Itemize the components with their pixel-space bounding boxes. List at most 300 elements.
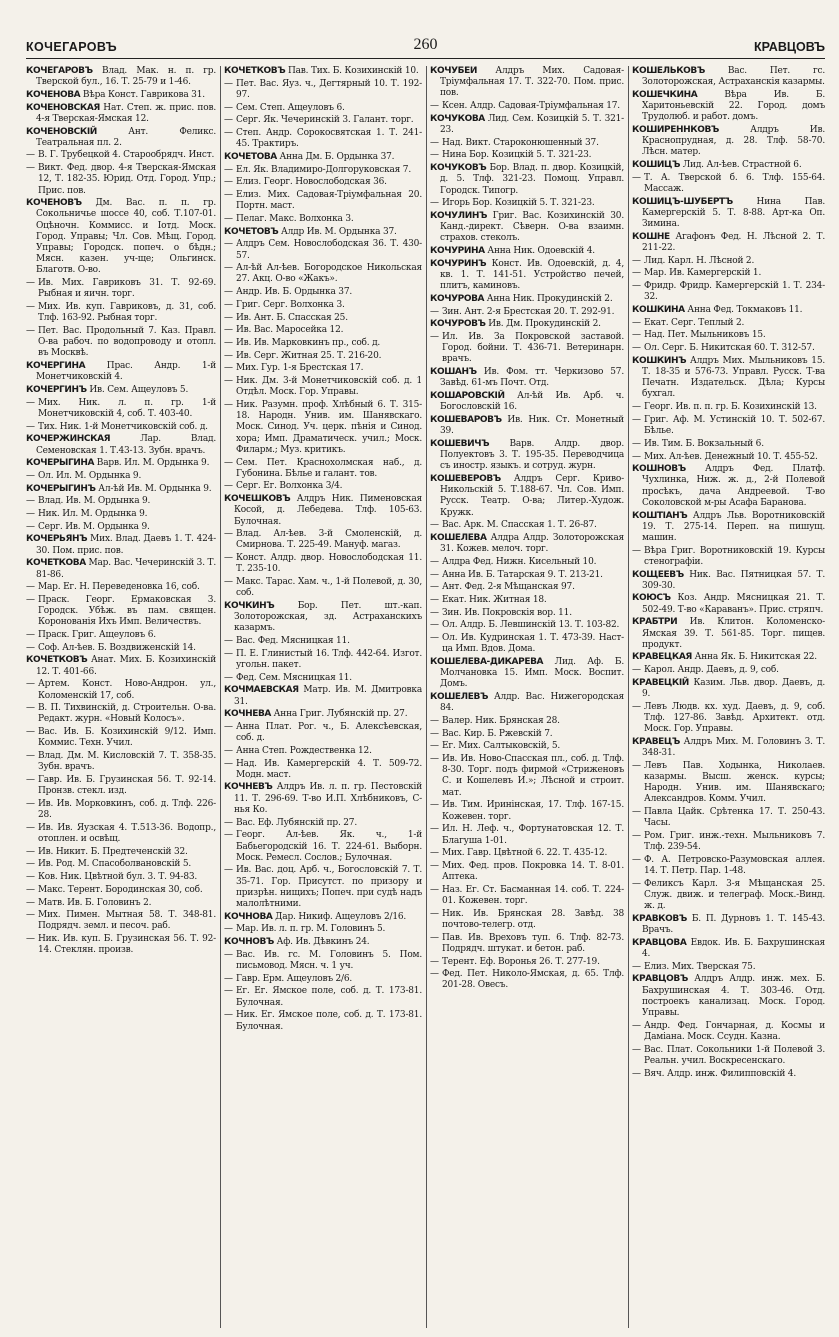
entry-text: Ил. Н. Леф. ч., Фортунатовская 12. Т. Благуша 1-01. <box>442 824 624 846</box>
entry-text: Дар. Никиф. Ащеуловъ 2/16. <box>275 911 407 922</box>
entry-text: Вас. Фед. Мясницкая 11. <box>236 636 350 647</box>
entry-text: Мих. Пимен. Мытная 58. Т. 348-81. Подрядч. земл. и песоч. раб. <box>38 910 216 932</box>
surname: КРАВЦОВЪ <box>632 974 688 985</box>
entry-dash: — <box>430 594 439 605</box>
entry-dash: — <box>224 239 233 250</box>
directory-entry <box>632 464 825 509</box>
directory-sub-entry <box>430 608 624 619</box>
entry-dash: — <box>224 924 233 935</box>
directory-sub-entry <box>26 582 216 593</box>
directory-entry <box>632 90 825 124</box>
entry-dash: — <box>26 872 35 883</box>
entry-dash: — <box>26 163 35 174</box>
entry-dash: — <box>430 137 439 148</box>
directory-entry <box>224 601 422 635</box>
directory-sub-entry <box>26 910 216 932</box>
entry-text: Мар. Ив. л. п. гр. М. Головинъ 5. <box>236 924 386 935</box>
directory-sub-entry <box>632 1045 825 1067</box>
entry-dash: — <box>26 884 35 895</box>
entry-text: В. Г. Трубецкой 4. Старообрядч. Инст. <box>38 150 215 161</box>
directory-sub-entry <box>632 702 825 736</box>
entry-dash: — <box>430 969 439 980</box>
entry-text: Ив. Серг. Житная 25. Т. 216-20. <box>236 350 382 361</box>
entry-text: Ант. Фед. 2-я Мѣщанская 97. <box>442 582 575 593</box>
entry-dash: — <box>430 306 439 317</box>
directory-sub-entry <box>224 300 422 311</box>
entry-text: Варв. Ил. М. Ордынка 9. <box>96 458 210 469</box>
directory-sub-entry <box>632 831 825 853</box>
entry-text: Нина Бор. Козицкій 5. Т. 321-23. <box>442 150 592 161</box>
directory-entry <box>224 227 422 238</box>
entry-text: Мих. Фед. пров. Покровка 14. Т. 8-01. Аптека. <box>442 860 624 883</box>
entry-text: Ол. Серг. Б. Никитская 60. Т. 312-57. <box>644 343 815 354</box>
entry-text: В. П. Тихвинскій, д. Строительн. О-ва. Редакт. журн. «Новый Колосъ». <box>38 703 216 725</box>
entry-text: Ив. Мих. Гавриковъ 31. Т. 92-69. Рыбная и яичн. торг. <box>38 278 216 300</box>
directory-sub-entry <box>632 402 825 413</box>
entry-text: Мих. Гур. 1-я Брестская 17. <box>236 363 364 374</box>
surname: КОЧЕТКОВА <box>26 558 86 569</box>
surname: КОШТІАНЪ <box>632 510 688 521</box>
entry-text: Мих. Ник. л. п. гр. 1-й Монетчиковскій 4, соб. Т. 403-40. <box>38 397 216 419</box>
surname: КОЧЕНОВСКІЙ <box>26 126 97 137</box>
entry-text: Ал-ѣй Ал-ѣев. Богородское Никольская 27. Акц. О-во «Жакъ». <box>236 263 422 285</box>
directory-sub-entry <box>224 263 422 285</box>
surname: КОЧУКОВЪ <box>430 163 487 174</box>
directory-sub-entry <box>224 165 422 176</box>
directory-sub-entry <box>26 509 216 520</box>
directory-entry <box>430 319 624 330</box>
entry-text: П. Е. Глинистый 16. Тлф. 442-64. Изгот. угольн. пакет. <box>236 648 422 670</box>
entry-dash: — <box>224 128 233 139</box>
directory-sub-entry <box>430 909 624 931</box>
surname: КРАВЦОВА <box>632 937 687 948</box>
entry-dash: — <box>224 529 233 540</box>
entry-text: Анна Степ. Рождественка 12. <box>236 745 372 756</box>
entry-text: Екат. Ник. Житная 18. <box>442 594 547 605</box>
surname: КОШЕЛЕВА-ДИКАРЕВА <box>430 656 544 667</box>
directory-sub-entry <box>430 101 624 112</box>
directory-entry <box>224 782 422 816</box>
directory-sub-entry <box>26 847 216 858</box>
directory-entry <box>26 434 216 456</box>
entry-text: Ив. Ив. Ново-Спасская пл., соб. д. Тлф. 8-30. Торг. подъ фирмой «Стриженовъ С. и Кошелевъ И.»; Лѣсной и строит. мат. <box>442 754 624 798</box>
entry-text: Алдръ Сем. Новослободская 36. Т. 430-57. <box>236 239 422 261</box>
entry-text: Вас. Арк. М. Спасская 1. Т. 26-87. <box>442 520 597 531</box>
entry-dash: — <box>632 760 641 771</box>
directory-entry <box>632 593 825 615</box>
column-divider <box>220 66 221 1328</box>
entry-text: Вас. Кир. Б. Ржевскій 7. <box>442 728 553 739</box>
entry-text: Ил. Ив. За Покровской заставой. Город. бойни. Т. 436-71. Ветеринарн. врачъ. <box>442 331 624 365</box>
directory-sub-entry <box>430 957 624 968</box>
entry-dash: — <box>224 164 233 175</box>
entry-text: Игорь Бор. Козицкій 5. Т. 321-23. <box>442 198 595 209</box>
entry-text: Елиз. Мих. Садовая-Тріумфальная 20. Портн. маст. <box>236 190 422 212</box>
directory-sub-entry <box>632 173 825 195</box>
entry-dash: — <box>430 607 439 618</box>
entry-dash: — <box>632 831 641 841</box>
surname: КОЧЕТКОВЪ <box>224 66 286 76</box>
entry-dash: — <box>26 582 35 593</box>
directory-entry <box>224 152 422 163</box>
directory-sub-entry <box>430 307 624 318</box>
directory-sub-entry <box>632 439 825 450</box>
surname: КОЧКИНЪ <box>224 600 275 611</box>
surname: КОЧЕРЖИНСКАЯ <box>26 434 111 445</box>
entry-text: Лид. Ал-ѣев. Страстной 6. <box>682 160 802 171</box>
header-right-word: КРАВЦОВЪ <box>753 40 825 54</box>
entry-text: Ник. Ив. Брянская 28. Завѣд. 38 почтово-телегр. отд. <box>442 908 624 930</box>
surname: КОЧЕТОВЪ <box>224 226 279 237</box>
entry-dash: — <box>632 1020 641 1031</box>
directory-entry <box>632 160 825 171</box>
entry-text: Алдръ Ив. л. п. гр. Пестовскій 11. Т. 296-69. Т-во И.П. Хлѣбниковъ, С-нья Ко. <box>234 782 422 815</box>
directory-entry <box>430 246 624 257</box>
directory-sub-entry <box>224 481 422 492</box>
entry-text: Ив. Ант. Б. Спасская 25. <box>236 312 348 323</box>
entry-text: Ив. Тим. Б. Вокзальный 6. <box>644 438 764 449</box>
surname: КОЧЕРГИНА <box>26 361 86 372</box>
header-left-word: КОЧЕГАРОВЪ <box>26 40 117 54</box>
directory-sub-entry <box>26 872 216 883</box>
directory-sub-entry <box>430 848 624 859</box>
directory-sub-entry <box>224 128 422 150</box>
directory-entry <box>632 678 825 700</box>
directory-sub-entry <box>632 665 825 676</box>
entry-text: Ксен. Алдр. Садовая-Тріумфальная 17. <box>442 101 620 112</box>
column-1 <box>26 66 216 1328</box>
entry-dash: — <box>632 545 641 556</box>
directory-sub-entry <box>430 570 624 581</box>
entry-text: Ив. Клитон. Коломенско-Ямская 39. Т. 561-85. Торг. пищев. продукт. <box>642 617 825 650</box>
surname: КОШИРЕННКОВЪ <box>632 125 719 136</box>
column-2 <box>224 66 422 1328</box>
entry-text: Ол. Ил. М. Ордынка 9. <box>38 470 142 481</box>
directory-entry <box>26 103 216 125</box>
directory-entry <box>632 938 825 960</box>
surname: КОШЕЛЬКОВЪ <box>632 66 705 76</box>
directory-sub-entry <box>26 934 216 956</box>
entry-dash: — <box>224 376 233 387</box>
directory-sub-entry <box>224 190 422 212</box>
entry-text: Алдр. Вас. Нижегородская 84. <box>440 692 624 714</box>
entry-text: Мар. Ив. Камергерскій 1. <box>644 268 762 279</box>
entry-text: Викт. Фед. двор. 4-я Тверская-Ямская 12, Т. 182-35. Юрид. Отд. Город. Упр.; Прис. пов. <box>38 163 216 196</box>
entry-text: Ник. Вас. Пятницкая 57. Т. 309-30. <box>642 569 825 591</box>
entry-dash: — <box>224 758 233 769</box>
entry-dash: — <box>26 703 35 714</box>
entry-dash: — <box>430 198 439 209</box>
page-header <box>26 38 825 59</box>
entry-text: Елиз. Георг. Новослободская 36. <box>236 177 387 188</box>
entry-text: Анна Як. Б. Никитская 22. <box>694 652 817 663</box>
entry-dash: — <box>632 317 641 328</box>
directory-sub-entry <box>26 471 216 482</box>
entry-dash: — <box>430 569 439 580</box>
entry-dash: — <box>430 556 439 567</box>
directory-entry <box>224 685 422 707</box>
entry-text: Серг. Ив. М. Ордынка 9. <box>38 521 150 532</box>
directory-sub-entry <box>430 754 624 799</box>
entry-text: Мих. Ал-ѣев. Денежный 10. Т. 455-52. <box>644 451 818 462</box>
entry-dash: — <box>224 817 233 828</box>
directory-entry <box>632 652 825 663</box>
entry-text: Валер. Ник. Брянская 28. <box>442 715 560 726</box>
entry-text: Терент. Еф. Воронья 26. Т. 277-19. <box>442 956 600 967</box>
directory-entry <box>430 657 624 691</box>
entry-text: Григ. Вас. Козихинскій 30. Канд.-директ. Сѣверн. О-ва взаимн. страхов. стеколъ. <box>440 210 624 244</box>
entry-text: Анна Ник. Прокудинскій 2. <box>486 293 613 304</box>
entry-dash: — <box>26 509 35 520</box>
entry-dash: — <box>26 822 35 833</box>
directory-sub-entry <box>26 150 216 161</box>
directory-entry <box>224 912 422 923</box>
entry-text: Алдръ Ив. Краснопрудная, д. 28. Тлф. 58-70. Лѣсн. матер. <box>642 125 825 158</box>
entry-text: Гавр. Ив. Б. Грузинская 56. Т. 92-14. Пронзв. стекл. изд. <box>38 774 216 797</box>
surname: КОШНЕ <box>632 231 670 242</box>
directory-sub-entry <box>430 933 624 955</box>
directory-sub-entry <box>430 633 624 655</box>
directory-sub-entry <box>26 496 216 507</box>
column-4 <box>632 66 825 1328</box>
directory-sub-entry <box>224 865 422 910</box>
directory-sub-entry <box>430 332 624 366</box>
entry-dash: — <box>26 859 35 870</box>
directory-entry <box>430 114 624 136</box>
entry-text: Матв. Ив. Б. Головинъ 2. <box>38 897 152 908</box>
directory-entry <box>632 914 825 936</box>
entry-text: Праск. Георг. Ермаковская 3. Городск. Убѣж. въ пам. священ. Коронованія Ихъ Имп. Величествъ. <box>38 594 216 628</box>
directory-sub-entry <box>224 818 422 829</box>
entry-text: Лид. Карл. Н. Лѣсной 2. <box>644 255 755 266</box>
entry-text: Анна Дм. Б. Ордынка 37. <box>279 151 395 162</box>
entry-text: Т. А. Тверской б. 6. Тлф. 155-64. Массаж. <box>644 172 825 195</box>
surname: КОШЕЛЕВЪ <box>430 692 489 703</box>
directory-entry <box>26 361 216 383</box>
entry-dash: — <box>632 402 641 413</box>
directory-sub-entry <box>224 313 422 324</box>
entry-text: Гавр. Ерм. Ащеуловъ 2/6. <box>236 973 353 984</box>
surname: КОЧЕРЬЯНЪ <box>26 534 88 545</box>
directory-entry <box>224 709 422 720</box>
entry-dash: — <box>224 577 233 588</box>
entry-text: Ив. Дм. Прокудинскій 2. <box>488 319 601 330</box>
directory-sub-entry <box>224 115 422 126</box>
surname: КОЧЕГАРОВЪ <box>26 66 93 76</box>
entry-text: Вас. Пет. гс. Золоторожская, Астраханскія казармы. <box>642 66 825 88</box>
entry-text: Анна Ник. Одоевскій 4. <box>487 246 595 257</box>
surname: КОШЕВЕРОВЪ <box>430 473 501 484</box>
entry-text: Конст. Алдр. двор. Новослободская 11. Т. 235-10. <box>236 553 422 575</box>
entry-dash: — <box>430 754 439 765</box>
entry-text: Ив. Ив. Марковкинъ пр., соб. д. <box>236 337 381 348</box>
surname: КОШАРОВСКІЙ <box>430 390 505 401</box>
entry-dash: — <box>430 633 439 644</box>
entry-text: Вѣра Конст. Гаврикова 31. <box>82 89 205 100</box>
directory-entry <box>430 367 624 389</box>
directory-sub-entry <box>224 1010 422 1032</box>
entry-text: Григ. Серг. Волхонка 3. <box>236 299 345 310</box>
entry-dash: — <box>26 302 35 313</box>
entry-text: Ник. Дм. 3-й Монетчиковскій соб. д. 1 Отдѣл. Моск. Гор. Управы. <box>236 376 422 398</box>
directory-entry <box>26 534 216 556</box>
surname: КОШЕВАРОВЪ <box>430 414 502 425</box>
entry-text: Над. Ив. Камергерскій 4. Т. 509-72. Модн. маст. <box>236 758 422 780</box>
entry-text: Фед. Пет. Николо-Ямская, д. 65. Тлф. 201-28. Овесъ. <box>442 969 624 991</box>
entry-text: Алдръ Мих. Садовая-Тріумфальная 17. Т. 322-70. Пом. прис. пов. <box>440 66 624 99</box>
entry-text: Зин. Ив. Покровскія вор. 11. <box>442 607 572 618</box>
directory-sub-entry <box>26 630 216 641</box>
directory-sub-entry <box>26 703 216 725</box>
directory-sub-entry <box>224 577 422 599</box>
entry-dash: — <box>224 457 233 468</box>
entry-dash: — <box>632 281 641 292</box>
entry-text: Дм. Вас. п. п. гр. Сокольничье шоссе 40, соб. Т.107-01. Оцѣночн. Коммисс. и Iотд. Моск. Город. Управы; Чл. Сов. Мѣщ. Город. Управы; Городск. попеч. о бѣдн.; Мясн. казен. уч-ще; Ольгинск. Благотв. О-во. <box>36 198 216 276</box>
directory-sub-entry <box>632 343 825 354</box>
entry-dash: — <box>430 884 439 895</box>
entry-text: Пет. Вас. Яуз. ч., Дегтярный 10. Т. 192-97. <box>236 78 422 100</box>
directory-sub-entry <box>430 138 624 149</box>
entry-text: Вѣра Ив. Б. Харитоньевскій 22. Город. домъ Трудолюб. и работ. домъ. <box>642 89 825 123</box>
entry-dash: — <box>632 961 641 972</box>
entry-text: Бор. Влад. п. двор. Козицкій, д. 5. Тлф. 321-23. Помощ. Управл. Городск. Типогр. <box>440 163 624 196</box>
directory-sub-entry <box>224 649 422 671</box>
entry-text: Влад. Ив. М. Ордынка 9. <box>38 496 151 507</box>
entry-dash: — <box>430 956 439 967</box>
entry-dash: — <box>224 986 233 997</box>
entry-dash: — <box>632 414 641 425</box>
entry-dash: — <box>224 949 233 960</box>
directory-sub-entry <box>430 198 624 209</box>
directory-sub-entry <box>430 582 624 593</box>
entry-text: Левъ Людв. кх. худ. Даевъ, д. 9, соб. Тлф. 127-86. Завѣд. Архитект. отд. Моск. Гор. Управы. <box>644 701 825 735</box>
entry-text: Вяч. Алдр. инж. Филипповскій 4. <box>644 1068 796 1079</box>
entry-text: Левъ Пав. Ходынка, Николаев. казармы. Высш. женск. курсы; Народн. Унив. им. Шанявскаго; Александров. Комм. Учил. <box>644 760 825 805</box>
entry-text: Ив. Сем. Ащеуловъ 5. <box>89 384 189 395</box>
entry-dash: — <box>26 897 35 908</box>
surname: КОШКИНА <box>632 305 685 316</box>
surname: КОШНОВЪ <box>632 464 686 475</box>
entry-text: Ал-ѣй Ив. Арб. ч. Богословскій 16. <box>440 390 624 413</box>
directory-sub-entry <box>224 924 422 935</box>
directory-sub-entry <box>224 287 422 298</box>
entry-dash: — <box>26 846 35 857</box>
entry-dash: — <box>26 630 35 641</box>
directory-entry <box>26 385 216 396</box>
entry-dash: — <box>26 150 35 161</box>
entry-text: Ф. А. Петровско-Разумовская аллея. 14. Т. Петр. Пар. 1-48. <box>644 854 825 877</box>
entry-text: Карол. Андр. Даевъ, д. 9, соб. <box>644 665 779 676</box>
surname: КОЩЕЕВЪ <box>632 569 684 580</box>
entry-dash: — <box>26 496 35 507</box>
directory-sub-entry <box>224 79 422 101</box>
entry-dash: — <box>224 745 233 756</box>
entry-dash: — <box>224 337 233 348</box>
entry-text: Андр. Ив. Б. Ордынка 37. <box>236 287 353 298</box>
surname: КРАБТРИ <box>632 617 678 628</box>
entry-text: Ник. Разумн. проф. Хлѣбный 6. Т. 315-18. Народн. Унив. им. Шанявскаго. Моск. Синод. Уч. церк. пѣнія и Синод. хора; Имп. Драматическ. учил.; Моск. Филарм.; Муз. критикъ. <box>236 399 422 455</box>
directory-sub-entry <box>430 824 624 846</box>
directory-sub-entry <box>430 520 624 531</box>
directory-entry <box>430 692 624 714</box>
directory-entry <box>26 66 216 88</box>
directory-sub-entry <box>430 620 624 631</box>
surname: КОЧЕРГИНЪ <box>26 384 87 395</box>
entry-dash: — <box>26 397 35 408</box>
directory-sub-entry <box>632 1069 825 1080</box>
entry-text: Ол. Алдр. Б. Левшинскій 13. Т. 103-82. <box>442 620 620 631</box>
entry-text: Ив. Ив. Яузская 4. Т.513-36. Водопр., отоплен. и освѣщ. <box>38 822 216 844</box>
entry-dash: — <box>26 727 35 738</box>
directory-sub-entry <box>632 318 825 329</box>
directory-entry <box>632 737 825 759</box>
entry-text: Степ. Андр. Сорокосвятская 1. Т. 241-45. Трактиръ. <box>236 128 422 150</box>
surname: КОЧЕНОВА <box>26 89 81 100</box>
directory-entry <box>224 494 422 528</box>
directory-entry <box>632 617 825 651</box>
entry-text: Мих. Гавр. Цвѣтной 6. 22. Т. 435-12. <box>442 848 608 859</box>
directory-entry <box>632 66 825 88</box>
entry-text: Фридр. Фридр. Камергерскій 1. Т. 234-32. <box>644 281 825 303</box>
entry-text: Влад. Ал-ѣев. 3-й Смоленскій, д. Смирнова. Т. 225-49. Мануф. магаз. <box>236 529 422 551</box>
directory-sub-entry <box>26 278 216 300</box>
entry-dash: — <box>224 399 233 410</box>
entry-text: Феликсъ Карл. 3-я Мѣщанская 25. Служ. движ. и телеграф. Моск.-Винд. ж. д. <box>644 878 825 912</box>
entry-dash: — <box>430 800 439 811</box>
directory-entry <box>632 197 825 231</box>
directory-sub-entry <box>224 830 422 864</box>
entry-dash: — <box>26 910 35 921</box>
entry-dash: — <box>26 751 35 762</box>
entry-dash: — <box>632 854 641 865</box>
entry-text: Евдок. Ив. Б. Бахрушинская 4. <box>642 937 825 960</box>
entry-text: Макс. Терент. Бородинская 30, соб. <box>38 884 203 895</box>
directory-sub-entry <box>224 759 422 781</box>
directory-entry <box>224 66 422 77</box>
directory-sub-entry <box>430 716 624 727</box>
directory-sub-entry <box>224 363 422 374</box>
entry-text: Соф. Ал-ѣев. Б. Воздвиженскій 14. <box>38 642 196 653</box>
entry-dash: — <box>632 343 641 354</box>
directory-sub-entry <box>224 553 422 575</box>
entry-text: Над. Пет. Мыльниковъ 15. <box>644 330 766 341</box>
entry-text: Анна Плат. Рог. ч., Б. Алексѣевская, соб. д. <box>236 721 422 744</box>
directory-sub-entry <box>224 746 422 757</box>
directory-sub-entry <box>26 422 216 433</box>
directory-sub-entry <box>26 302 216 324</box>
entry-dash: — <box>224 363 233 374</box>
directory-sub-entry <box>26 799 216 821</box>
entry-text: Алдръ Серг. Криво-Никольскій 5. Т.188-67. Чл. Сов. Имп. Русск. Театр. О-ва; Литер.-Худож. Кружк. <box>440 473 624 518</box>
surname: КРАВЕЦКІЙ <box>632 677 689 688</box>
surname: КОЧЕТКОВЪ <box>26 655 88 666</box>
surname: КОЧНЕВЪ <box>224 782 273 793</box>
entry-dash: — <box>224 721 233 732</box>
directory-sub-entry <box>224 400 422 456</box>
surname: КОЧЕНОВСКАЯ <box>26 102 100 113</box>
directory-sub-entry <box>430 861 624 883</box>
entry-text: Лид. Аф. Б. Молчановка 15. Имп. Моск. Воспит. Домъ. <box>440 656 624 690</box>
surname: КОШЕЛЕВА <box>430 532 487 543</box>
directory-sub-entry <box>26 775 216 797</box>
columns-area <box>26 66 825 1328</box>
directory-sub-entry <box>26 859 216 870</box>
directory-entry <box>430 439 624 473</box>
entry-text: Ив. Никит. Б. Предтеченскій 32. <box>38 846 188 857</box>
entry-text: Лид. Сем. Козицкій 5. Т. 321-23. <box>440 113 624 136</box>
surname: КОЧУРИНА <box>430 246 485 257</box>
entry-text: Екат. Серг. Теплый 2. <box>644 317 745 328</box>
